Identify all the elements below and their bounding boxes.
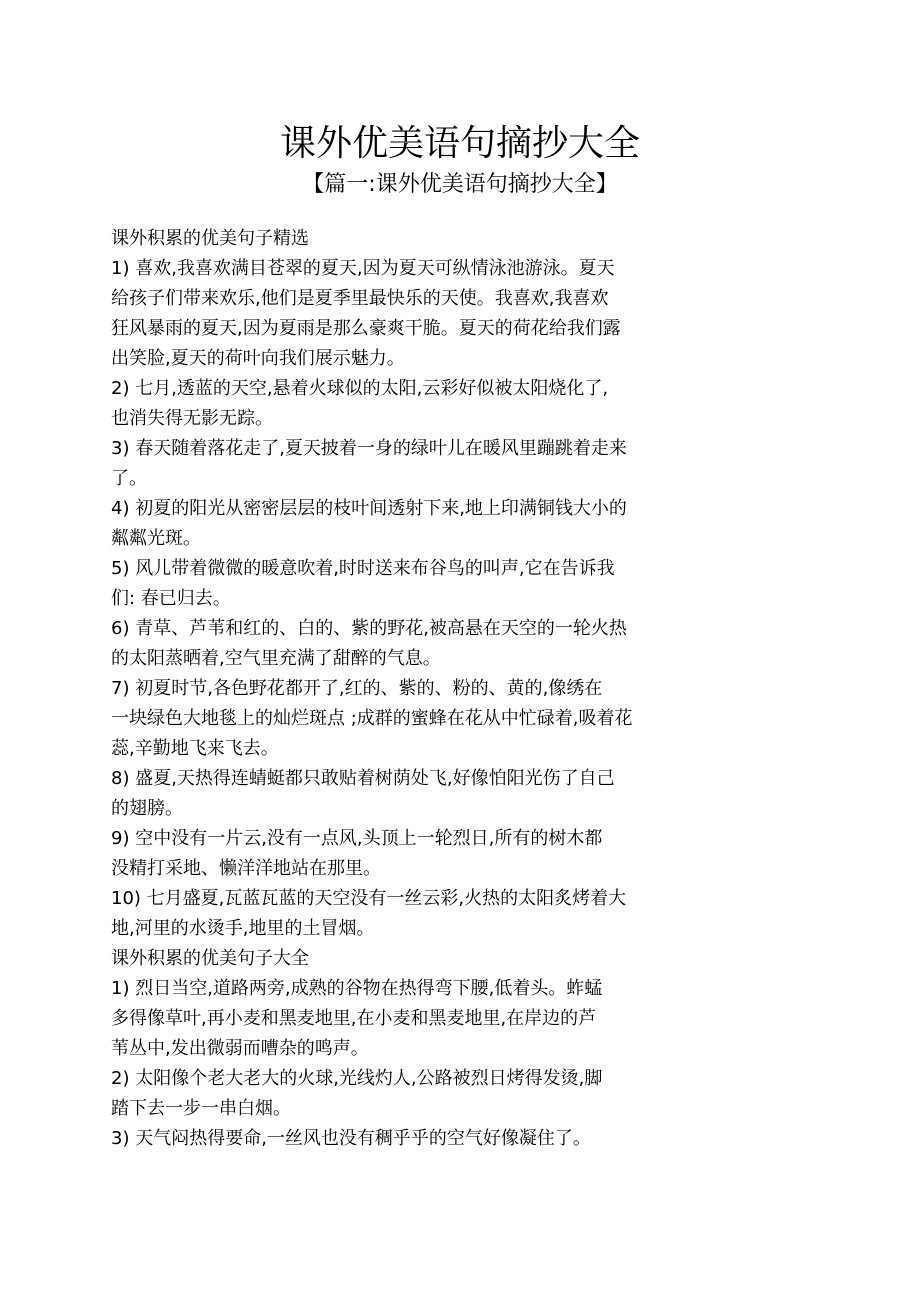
text-line: 狂风暴雨的夏天,因为夏雨是那么豪爽干脆。夏天的荷花给我们露	[111, 318, 621, 339]
text-line: 课外积累的优美句子精选	[111, 228, 309, 249]
text-line: 苇丛中,发出微弱而嘈杂的鸣声。	[111, 1038, 369, 1059]
document-title: 课外优美语句摘抄大全	[279, 123, 640, 164]
text-line: 4) 初夏的阳光从密密层层的枝叶间透射下来,地上印满铜钱大小的	[111, 498, 627, 519]
text-line: 的翅膀。	[111, 798, 183, 819]
text-line: 也消失得无影无踪。	[111, 408, 273, 429]
text-line: 了。	[111, 468, 147, 489]
text-line: 6) 青草、芦苇和红的、白的、紫的野花,被高悬在天空的一轮火热	[111, 618, 627, 639]
text-line: 粼粼光斑。	[111, 528, 201, 549]
text-line: 3) 天气闷热得要命,一丝风也没有稠乎乎的空气好像凝住了。	[111, 1128, 591, 1149]
text-line: 没精打采地、懒洋洋地站在那里。	[111, 858, 381, 879]
text-line: 2) 七月,透蓝的天空,悬着火球似的太阳,云彩好似被太阳烧化了,	[111, 378, 609, 399]
text-line: 给孩子们带来欢乐,他们是夏季里最快乐的天使。我喜欢,我喜欢	[111, 288, 609, 309]
text-line: 1) 烈日当空,道路两旁,成熟的谷物在热得弯下腰,低着头。蚱蜢	[111, 978, 603, 999]
document-subtitle: 【篇一:课外优美语句摘抄大全】	[302, 172, 618, 197]
text-line: 出笑脸,夏天的荷叶向我们展示魅力。	[111, 348, 405, 369]
text-line: 2) 太阳像个老大老大的火球,光线灼人,公路被烈日烤得发烫,脚	[111, 1068, 603, 1089]
text-line: 8) 盛夏,天热得连蜻蜓都只敢贴着树荫处飞,好像怕阳光伤了自己	[111, 768, 615, 789]
text-line: 踏下去一步一串白烟。	[111, 1098, 291, 1119]
text-line: 蕊,辛勤地飞来飞去。	[111, 738, 279, 759]
text-line: 10) 七月盛夏,瓦蓝瓦蓝的天空没有一丝云彩,火热的太阳炙烤着大	[111, 888, 627, 909]
text-line: 们: 春已归去。	[111, 588, 231, 609]
text-line: 5) 风儿带着微微的暖意吹着,时时送来布谷鸟的叫声,它在告诉我	[111, 558, 615, 579]
text-line: 的太阳蒸晒着,空气里充满了甜醉的气息。	[111, 648, 441, 669]
text-line: 课外积累的优美句子大全	[111, 948, 309, 969]
text-line: 一块绿色大地毯上的灿烂斑点 ;成群的蜜蜂在花从中忙碌着,吸着花	[111, 708, 633, 729]
document-body	[111, 224, 771, 1154]
text-line: 7) 初夏时节,各色野花都开了,红的、紫的、粉的、黄的,像绣在	[111, 678, 603, 699]
text-line: 3) 春天随着落花走了,夏天披着一身的绿叶儿在暖风里蹦跳着走来	[111, 438, 627, 459]
text-line: 地,河里的水烫手,地里的土冒烟。	[111, 918, 375, 939]
text-line: 9) 空中没有一片云,没有一点风,头顶上一轮烈日,所有的树木都	[111, 828, 603, 849]
text-line: 1) 喜欢,我喜欢满目苍翠的夏天,因为夏天可纵情泳池游泳。夏天	[111, 258, 615, 279]
text-line: 多得像草叶,再小麦和黑麦地里,在小麦和黑麦地里,在岸边的芦	[111, 1008, 597, 1029]
